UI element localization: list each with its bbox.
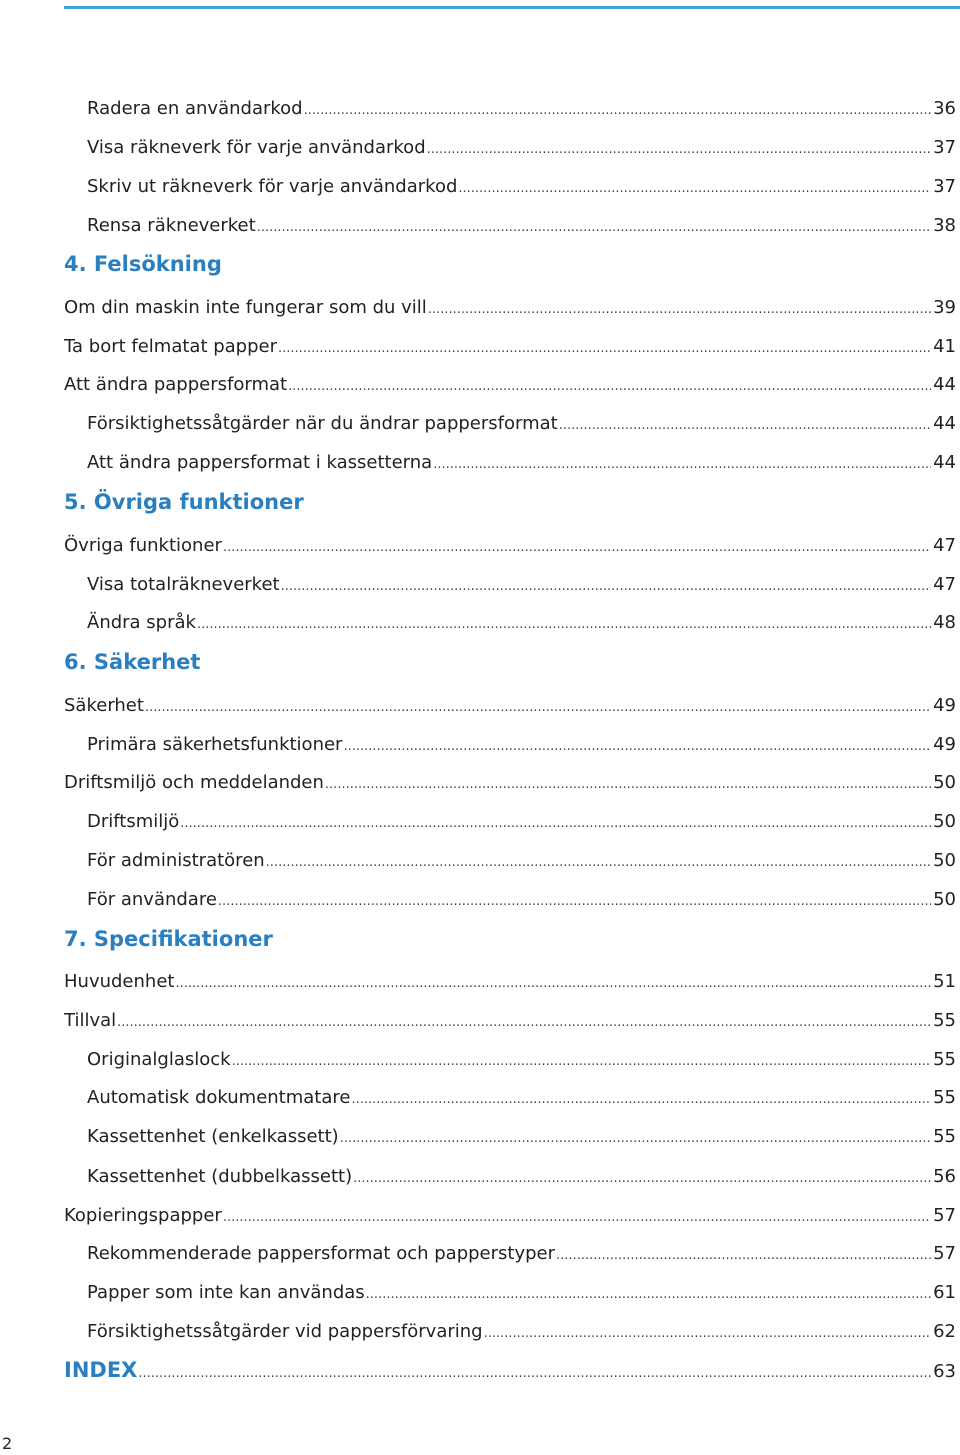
toc-entry-title: Ta bort felmatat papper [64,336,278,357]
toc-entry[interactable] [87,409,956,439]
toc-entry-page: 41 [933,336,956,357]
toc-entry-title: Kassettenhet (dubbelkassett) [87,1166,353,1187]
toc-leader-dots [180,809,931,839]
toc-entry-page: 47 [933,574,956,595]
toc-leader-dots [351,1085,931,1115]
toc-entry-title: Huvudenhet [64,971,175,992]
toc-entry-page: 55 [933,1087,956,1108]
toc-entry-page: 51 [933,971,956,992]
toc-leader-dots [175,969,931,999]
toc-leader-dots [117,1008,931,1038]
toc-entry-title: Primära säkerhetsfunktioner [87,734,343,755]
toc-entry-title: För användare [87,889,217,910]
toc-entry-page: 50 [933,889,956,910]
toc-leader-dots [428,295,931,325]
toc-leader-dots [484,1319,932,1349]
toc-entry-page: 38 [933,215,956,236]
toc-entry[interactable] [64,691,956,721]
toc-entry-page: 55 [933,1010,956,1031]
toc-entry[interactable] [87,172,956,202]
chapter-heading[interactable]: 7. Specifikationer [64,927,273,951]
toc-leader-dots [138,1359,931,1389]
toc-entry[interactable] [87,1083,956,1113]
toc-entry[interactable] [87,885,956,915]
toc-entry-title: Försiktighetssåtgärder vid pappersförvaring [87,1321,483,1342]
toc-entry-title: Kassettenhet (enkelkassett) [87,1126,339,1147]
toc-leader-dots [304,96,931,126]
toc-entry-page: 55 [933,1049,956,1070]
toc-entry-page: 50 [933,850,956,871]
toc-entry-page: 39 [933,297,956,318]
toc-leader-dots [218,887,931,917]
toc-entry-page: 55 [933,1126,956,1147]
toc-entry-page: 50 [933,772,956,793]
toc-entry[interactable] [87,1278,956,1308]
toc-leader-dots [257,213,931,243]
toc-entry-page: 37 [933,137,956,158]
toc-entry[interactable] [87,94,956,124]
toc-entry[interactable] [64,293,956,323]
toc-leader-dots [556,1241,931,1271]
toc-entry-title: Driftsmiljö och meddelanden [64,772,324,793]
toc-index-title: INDEX [64,1358,138,1382]
toc-entry-title: Driftsmiljö [87,811,180,832]
toc-entry[interactable] [87,570,956,600]
toc-leader-dots [278,334,931,364]
toc-entry[interactable] [87,608,956,638]
toc-entry-page: 62 [933,1321,956,1342]
toc-entry-title: Kopieringspapper [64,1205,222,1226]
toc-entry-page: 61 [933,1282,956,1303]
toc-index-entry[interactable] [64,1355,956,1385]
toc-entry[interactable] [87,1317,956,1347]
toc-entry-page: 36 [933,98,956,119]
toc-entry-page: 37 [933,176,956,197]
toc-entry[interactable] [87,448,956,478]
toc-entry-page: 49 [933,695,956,716]
toc-entry-title: Säkerhet [64,695,144,716]
toc-entry[interactable] [64,370,956,400]
toc-entry-title: Rekommenderade pappersformat och papperstyper [87,1243,556,1264]
toc-leader-dots [458,174,931,204]
toc-entry[interactable] [64,967,956,997]
toc-leader-dots [288,372,931,402]
toc-entry[interactable] [87,133,956,163]
toc-entry[interactable] [87,1162,956,1192]
chapter-heading[interactable]: 6. Säkerhet [64,650,201,674]
toc-entry[interactable] [64,768,956,798]
toc-leader-dots [232,1047,931,1077]
toc-leader-dots [353,1164,931,1194]
toc-leader-dots [343,732,931,762]
toc-leader-dots [340,1124,931,1154]
toc-entry-title: Tillval [64,1010,117,1031]
chapter-heading[interactable]: 4. Felsökning [64,252,222,276]
toc-entry-page: 56 [933,1166,956,1187]
toc-entry[interactable] [64,1006,956,1036]
toc-leader-dots [223,533,931,563]
toc-entry[interactable] [64,1201,956,1231]
toc-entry[interactable] [87,1045,956,1075]
toc-entry[interactable] [64,332,956,362]
toc-entry-page: 44 [933,374,956,395]
chapter-heading[interactable]: 5. Övriga funktioner [64,490,304,514]
toc-entry-title: Papper som inte kan användas [87,1282,365,1303]
toc-entry-title: Rensa räkneverket [87,215,256,236]
toc-leader-dots [427,135,931,165]
toc-entry-title: Om din maskin inte fungerar som du vill [64,297,427,318]
toc-entry-title: Att ändra pappersformat [64,374,288,395]
toc-entry-title: Ändra språk [87,612,196,633]
toc-entry-title: Visa räkneverk för varje användarkod [87,137,426,158]
toc-leader-dots [325,770,931,800]
toc-leader-dots [197,610,931,640]
toc-entry-page: 49 [933,734,956,755]
toc-entry-page: 47 [933,535,956,556]
toc-entry-title: För administratören [87,850,265,871]
page-number: 2 [2,1434,13,1453]
toc-entry-page: 57 [933,1243,956,1264]
toc-entry-page: 57 [933,1205,956,1226]
toc-entry-page: 44 [933,413,956,434]
toc-entry[interactable] [87,730,956,760]
toc-entry-page: 50 [933,811,956,832]
toc-leader-dots [559,411,931,441]
toc-entry-title: Originalglaslock [87,1049,231,1070]
toc-entry-title: Radera en användarkod [87,98,303,119]
toc-entry[interactable] [87,807,956,837]
toc-entry[interactable] [87,846,956,876]
toc-entry[interactable] [87,211,956,241]
toc-leader-dots [366,1280,931,1310]
toc-entry-title: Visa totalräkneverket [87,574,280,595]
toc-entry-title: Övriga funktioner [64,535,222,556]
toc-entry[interactable] [64,531,956,561]
toc-leader-dots [281,572,932,602]
toc-entry-title: Försiktighetssåtgärder när du ändrar pappersformat [87,413,558,434]
toc-leader-dots [266,848,931,878]
toc-entry-page: 48 [933,612,956,633]
toc-entry-title: Automatisk dokumentmatare [87,1087,351,1108]
toc-entry-page: 63 [933,1361,956,1382]
toc-leader-dots [433,450,931,480]
toc-entry[interactable] [87,1122,956,1152]
toc-leader-dots [223,1203,931,1233]
toc-entry[interactable] [87,1239,956,1269]
toc-entry-title: Skriv ut räkneverk för varje användarkod [87,176,458,197]
toc-leader-dots [145,693,931,723]
toc-entry-title: Att ändra pappersformat i kassetterna [87,452,433,473]
toc-entry-page: 44 [933,452,956,473]
